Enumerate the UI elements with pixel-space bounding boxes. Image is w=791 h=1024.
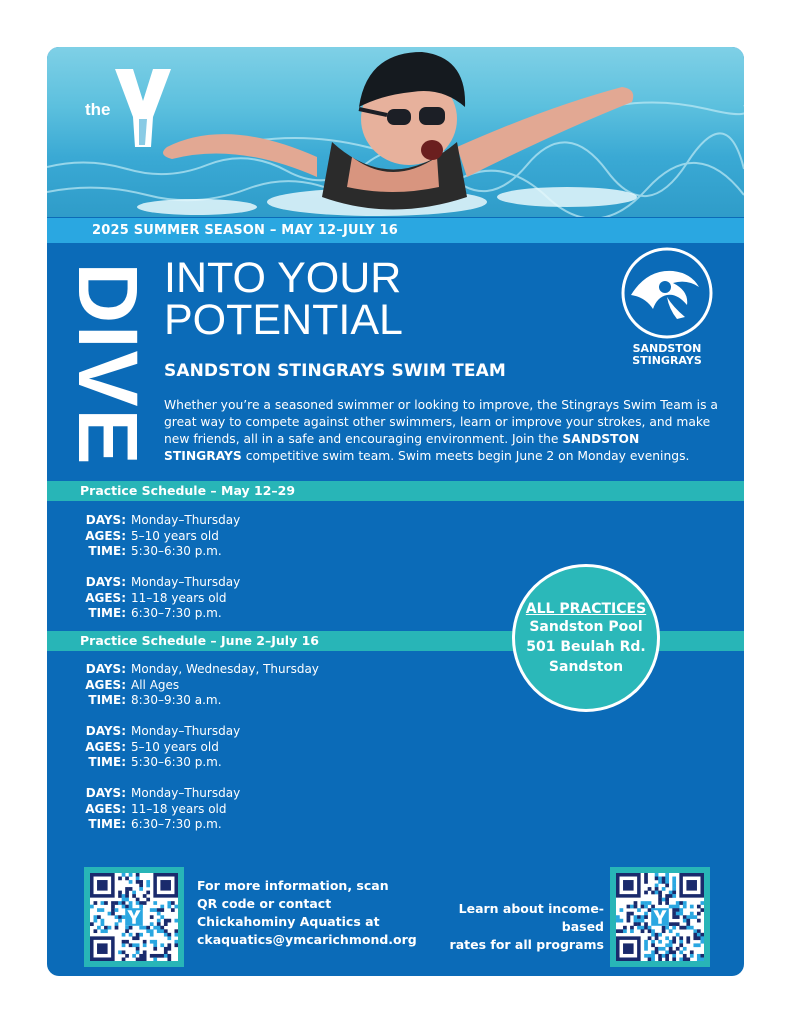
location-line2: 501 Beulah Rd. xyxy=(526,639,646,655)
ymca-the-text: the xyxy=(85,100,111,119)
qr-code-pattern-left xyxy=(90,873,178,961)
days-value: Monday–Thursday xyxy=(131,575,241,589)
location-line3: Sandston xyxy=(548,659,624,675)
days-value: Monday–Thursday xyxy=(131,724,241,738)
rates-line1: Learn about income-based xyxy=(458,901,604,934)
time-value: 6:30–7:30 p.m. xyxy=(131,606,222,620)
qr-code-icon[interactable] xyxy=(610,867,710,967)
schedule2-block-3 xyxy=(80,786,240,833)
stingray-logo-line2: STINGRAYS xyxy=(632,354,702,367)
ages-value: 5–10 years old xyxy=(131,528,219,543)
intro-text-bold: SANDSTON STINGRAYS xyxy=(164,432,640,463)
ages-label: AGES: xyxy=(85,677,126,692)
swimmer-photo xyxy=(47,47,744,217)
stingray-emblem xyxy=(617,247,717,339)
time-label: TIME: xyxy=(88,693,126,707)
team-name-subhead: SANDSTON STINGRAYS SWIM TEAM xyxy=(164,361,506,381)
ages-label: AGES: xyxy=(85,590,126,605)
ymca-logo-icon xyxy=(85,67,185,147)
qr-code-pattern-right xyxy=(616,873,704,961)
dive-vertical-word xyxy=(61,257,155,472)
days-label: DAYS: xyxy=(85,662,126,676)
headline-line1: INTO YOUR xyxy=(164,254,402,302)
rates-line2: rates for all programs xyxy=(449,937,604,952)
days-label: DAYS: xyxy=(85,724,126,738)
headline-line2: POTENTIAL xyxy=(164,296,403,344)
ages-value: 5–10 years old xyxy=(131,739,219,754)
days-label: DAYS: xyxy=(85,575,126,589)
headline xyxy=(164,254,403,344)
contact-info xyxy=(197,877,417,949)
time-value: 5:30–6:30 p.m. xyxy=(131,544,222,558)
time-label: TIME: xyxy=(88,544,126,558)
days-value: Monday–Thursday xyxy=(131,513,241,527)
schedule1-block-2 xyxy=(80,575,240,622)
days-label: DAYS: xyxy=(85,786,126,800)
schedule2-block-2 xyxy=(80,724,240,771)
ages-label: AGES: xyxy=(85,739,126,754)
time-label: TIME: xyxy=(88,606,126,620)
qr-code-icon[interactable] xyxy=(84,867,184,967)
ages-value: All Ages xyxy=(131,677,180,692)
flyer-card xyxy=(47,47,744,976)
ages-label: AGES: xyxy=(85,801,126,816)
contact-line1: For more information, scan xyxy=(197,878,389,893)
schedule1-block-1 xyxy=(80,513,240,560)
contact-email[interactable]: ckaquatics@ymcarichmond.org xyxy=(197,932,417,947)
days-value: Monday, Wednesday, Thursday xyxy=(131,662,319,676)
schedule1-title-bar: Practice Schedule – May 12–29 xyxy=(47,481,744,501)
contact-line2: QR code or contact xyxy=(197,896,332,911)
time-value: 6:30–7:30 p.m. xyxy=(131,817,222,831)
days-value: Monday–Thursday xyxy=(131,786,241,800)
days-label: DAYS: xyxy=(85,513,126,527)
time-value: 8:30–9:30 a.m. xyxy=(131,693,222,707)
stingray-logo-line1: SANDSTON xyxy=(632,342,702,355)
location-line1: Sandston Pool xyxy=(529,619,643,635)
schedule2-block-1 xyxy=(80,662,319,709)
location-heading: ALL PRACTICES xyxy=(525,601,647,617)
stingray-logo-icon xyxy=(617,247,717,367)
location-circle xyxy=(512,564,660,712)
intro-text-after: competitive swim team. Swim meets begin June 2 on Monday evenings. xyxy=(241,449,690,463)
time-value: 5:30–6:30 p.m. xyxy=(131,755,222,769)
rates-info xyxy=(417,900,604,954)
contact-line3: Chickahominy Aquatics at xyxy=(197,914,380,929)
time-label: TIME: xyxy=(88,817,126,831)
season-banner: 2025 SUMMER SEASON – MAY 12–JULY 16 xyxy=(47,218,744,243)
time-label: TIME: xyxy=(88,755,126,769)
schedule2-title-bar: Practice Schedule – June 2–July 16 xyxy=(47,631,744,651)
ages-value: 11–18 years old xyxy=(131,801,227,816)
intro-paragraph xyxy=(164,397,719,465)
dive-text: DIVE xyxy=(61,262,155,467)
ages-value: 11–18 years old xyxy=(131,590,227,605)
ages-label: AGES: xyxy=(85,528,126,543)
intro-text-before: Whether you’re a seasoned swimmer or looking to improve, the Stingrays Swim Team is a great way to compete against other swimmers, learn or improve your strokes, and make new friends, all in a safe and encouraging environment. Join the xyxy=(164,398,718,446)
